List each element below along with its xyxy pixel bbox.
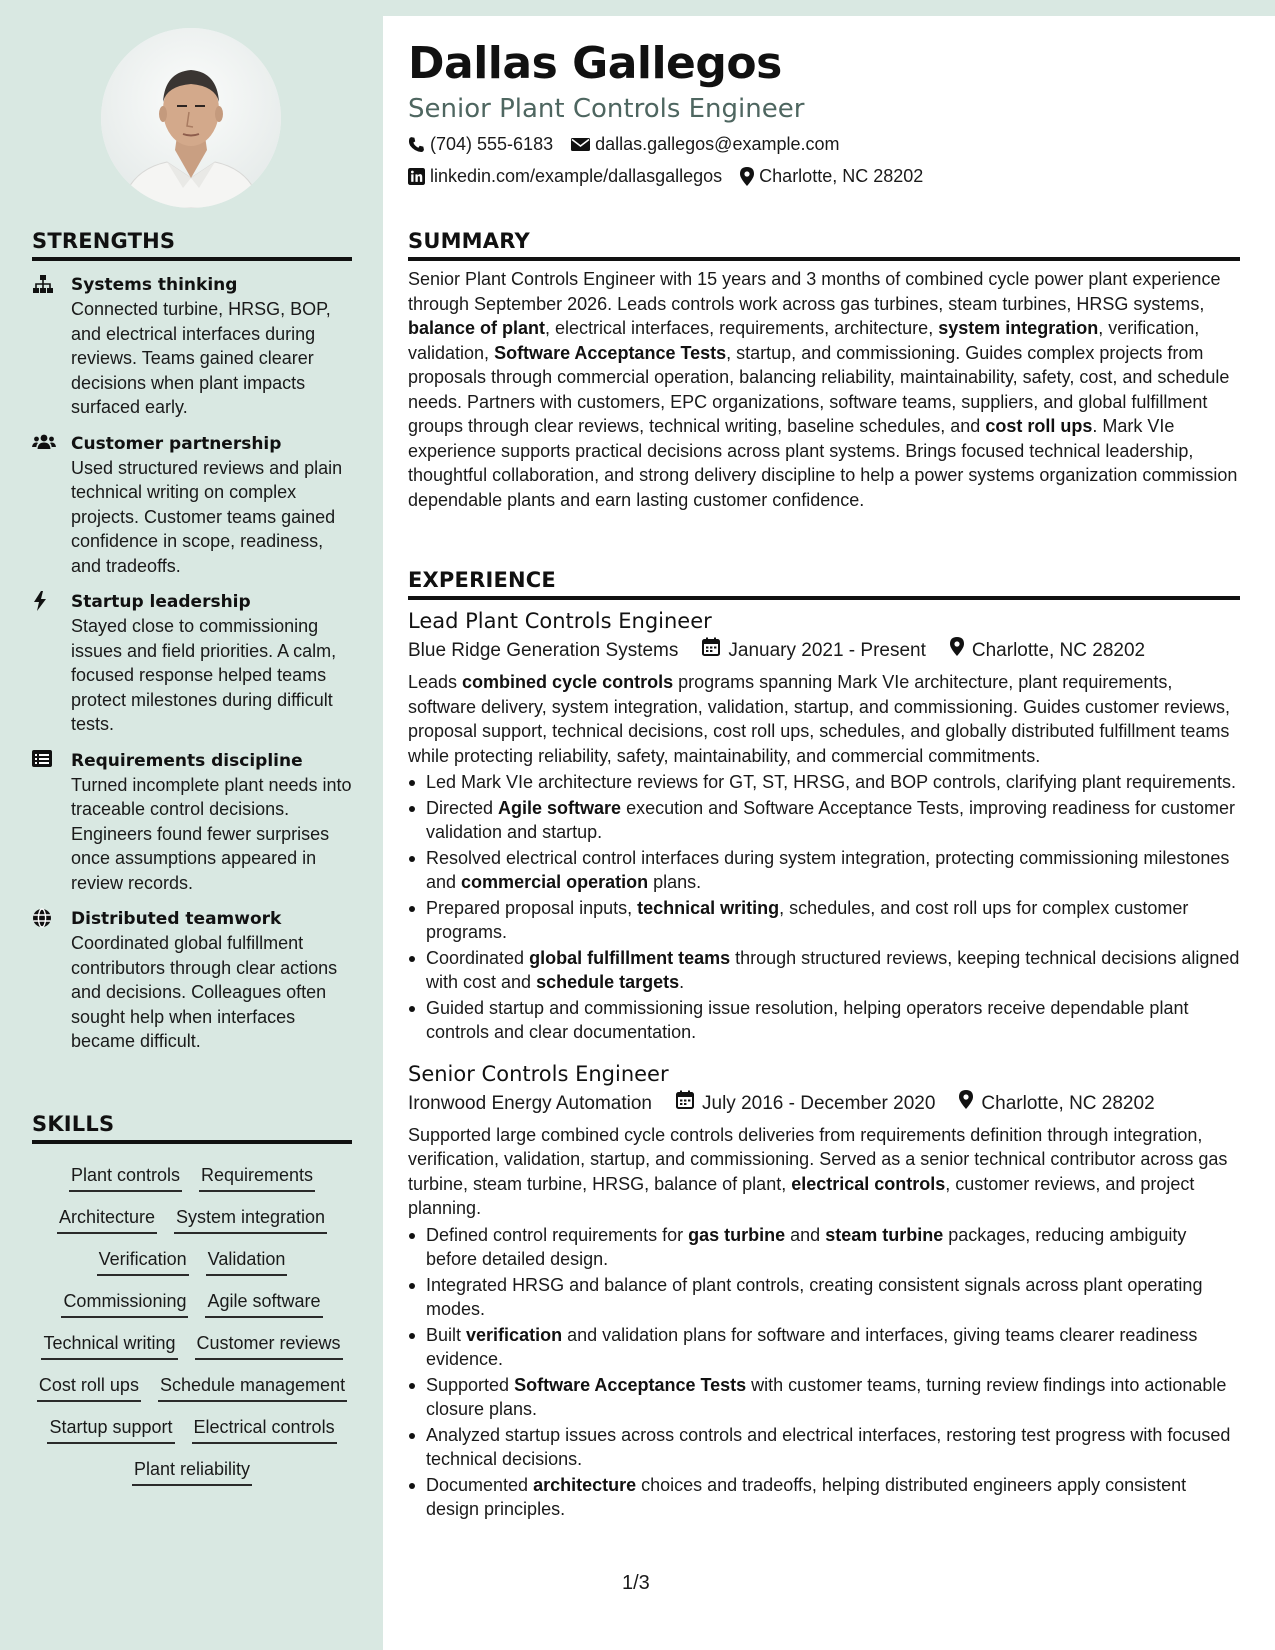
location-text: Charlotte, NC 28202 bbox=[759, 166, 924, 186]
text-run: programs spanning Mark VIe architecture, plant requirements, software delivery, system integration, validation, startup, and commissioning. Guides customer reviews, proposal support, technical decisions, cost roll ups, schedules, and globally distributed fulfillment teams while protecting reliability, safety, maintainability, and commercial commitments. bbox=[408, 672, 1231, 766]
skill-tag: Customer reviews bbox=[195, 1330, 343, 1360]
candidate-name: Dallas Gallegos bbox=[408, 38, 782, 89]
job-location bbox=[950, 636, 1145, 666]
bold-text: Agile software bbox=[498, 797, 622, 818]
skill-tag: Startup support bbox=[47, 1414, 174, 1444]
summary-text bbox=[408, 267, 1240, 512]
bolt-icon bbox=[32, 591, 56, 611]
text-run: and bbox=[785, 1224, 826, 1245]
text-run: choices and tradeoffs, helping distributed engineers apply consistent design principles. bbox=[426, 1474, 1187, 1519]
bold-text: architecture bbox=[533, 1474, 637, 1495]
skill-tag: System integration bbox=[174, 1204, 327, 1234]
text-run: Led Mark VIe architecture reviews for GT, ST, HRSG, and BOP controls, clarifying plant requirements. bbox=[426, 772, 1236, 792]
strength-title: Systems thinking bbox=[71, 275, 238, 295]
strength-description: Used structured reviews and plain technical writing on complex projects. Customer teams gained confidence in scope, readiness, and tradeoffs. bbox=[71, 457, 343, 576]
skill-tag: Plant reliability bbox=[132, 1456, 252, 1486]
text-run: , startup, and commissioning. Guides complex projects from proposals through commercial operation, balancing reliability, maintainability, safety, cost, and schedule needs. Partners with customers, EPC organizations, software teams, suppliers, and global fulfillment groups through clear reviews, technical writing, baseline schedules, and bbox=[408, 342, 1230, 436]
bullet-item bbox=[408, 1423, 1240, 1472]
skill-tag: Cost roll ups bbox=[37, 1372, 141, 1402]
map-pin-icon bbox=[959, 1089, 973, 1119]
bold-text: Software Acceptance Tests bbox=[514, 1374, 747, 1395]
location-item bbox=[740, 166, 923, 187]
skill-tag: Commissioning bbox=[61, 1288, 188, 1318]
job-location bbox=[959, 1089, 1154, 1119]
skill-tag: Technical writing bbox=[41, 1330, 177, 1360]
bullet-item bbox=[408, 1223, 1240, 1272]
strength-description: Stayed close to commissioning issues and field priorities. A calm, focused response helped teams protect milestones during difficult tests. bbox=[71, 616, 337, 734]
skill-tag: Requirements bbox=[199, 1162, 315, 1192]
experience-heading: EXPERIENCE bbox=[408, 568, 1240, 600]
text-run: plans. bbox=[648, 872, 702, 892]
text-run: Supported bbox=[426, 1374, 515, 1395]
strength-description: Connected turbine, HRSG, BOP, and electrical interfaces during reviews. Teams gained clearer decisions when plant impacts surfaced early. bbox=[71, 299, 331, 417]
skill-tag: Agile software bbox=[205, 1288, 322, 1318]
email-text[interactable]: dallas.gallegos@example.com bbox=[595, 134, 840, 154]
text-run: Coordinated bbox=[426, 947, 530, 968]
users-icon bbox=[32, 433, 56, 453]
bold-text: schedule targets bbox=[536, 972, 680, 992]
text-run: , customer reviews, and project planning. bbox=[408, 1173, 1195, 1218]
skill-tag: Verification bbox=[97, 1246, 189, 1276]
job-company: Blue Ridge Generation Systems bbox=[408, 640, 679, 661]
phone-item bbox=[408, 134, 553, 155]
bullet-item bbox=[408, 946, 1240, 995]
sitemap-icon bbox=[32, 274, 56, 294]
strength-description: Turned incomplete plant needs into traceable control decisions. Engineers found fewer surprises once assumptions appeared in review records. bbox=[71, 774, 352, 893]
text-run: execution and Software Acceptance Tests, improving readiness for customer validation and startup. bbox=[426, 797, 1236, 842]
job-summary bbox=[408, 670, 1240, 768]
text-run: Supported large combined cycle controls deliveries from requirements definition through integration, verification, validation, startup, and commissioning. Served as a senior technical contributor across gas turbine, steam turbine, HRSG, balance of plant, bbox=[408, 1124, 1228, 1194]
text-run: through structured reviews, keeping technical decisions aligned with cost and bbox=[426, 947, 1240, 992]
bold-text: gas turbine bbox=[688, 1224, 786, 1245]
bold-text: verification bbox=[466, 1324, 563, 1345]
summary-heading: SUMMARY bbox=[408, 229, 1240, 261]
bold-text: system integration bbox=[938, 318, 1099, 338]
text-run: Leads bbox=[408, 672, 463, 692]
text-run: . bbox=[679, 972, 685, 992]
bullet-item bbox=[408, 1473, 1240, 1522]
bullet-item bbox=[408, 1373, 1240, 1422]
jobs-list bbox=[408, 606, 1240, 1522]
text-run: . Mark VIe experience supports practical decisions across plant systems. Brings focused technical leadership, thoughtful collaboration, and strong delivery discipline to help a power systems organization commission dependable plants and earn lasting customer confidence. bbox=[408, 416, 1238, 510]
job-location-text: Charlotte, NC 28202 bbox=[971, 640, 1146, 661]
strengths-heading: STRENGTHS bbox=[32, 229, 352, 261]
text-run: Analyzed startup issues across controls and electrical interfaces, restoring test progress with focused technical decisions. bbox=[426, 1424, 1231, 1469]
strength-title: Customer partnership bbox=[71, 433, 282, 454]
skill-tag: Electrical controls bbox=[192, 1414, 337, 1444]
job-bullets bbox=[408, 1223, 1240, 1522]
job-entry bbox=[408, 1059, 1240, 1522]
text-run: packages, reducing ambiguity before detailed design. bbox=[426, 1224, 1187, 1269]
map-pin-icon bbox=[740, 167, 754, 186]
globe-icon bbox=[32, 908, 56, 928]
job-summary bbox=[408, 1123, 1240, 1221]
linkedin-item bbox=[408, 166, 722, 187]
job-title: Lead Plant Controls Engineer bbox=[408, 609, 712, 633]
bold-text: combined cycle controls bbox=[462, 672, 674, 692]
text-run: , electrical interfaces, requirements, architecture, bbox=[545, 318, 939, 338]
strength-title: Distributed teamwork bbox=[71, 909, 282, 929]
strength-item bbox=[32, 590, 352, 737]
strength-item bbox=[32, 432, 352, 579]
bullet-item bbox=[408, 770, 1240, 795]
experience-section bbox=[408, 568, 1240, 1522]
phone-icon bbox=[408, 136, 425, 153]
strength-title: Requirements discipline bbox=[71, 750, 303, 771]
bullet-item bbox=[408, 996, 1240, 1045]
text-run: Built bbox=[426, 1324, 467, 1345]
contact-row-1 bbox=[408, 134, 840, 155]
text-run: , schedules, and cost roll ups for complex customer programs. bbox=[426, 897, 1189, 942]
bold-text: electrical controls bbox=[791, 1173, 946, 1194]
skill-tag: Schedule management bbox=[158, 1372, 347, 1402]
skills-section bbox=[32, 1112, 352, 1486]
strength-item bbox=[32, 273, 352, 420]
job-entry bbox=[408, 606, 1240, 1045]
bullet-item bbox=[408, 896, 1240, 945]
text-run: Integrated HRSG and balance of plant controls, creating consistent signals across plant operating modes. bbox=[426, 1274, 1203, 1319]
text-run: with customer teams, turning review findings into actionable closure plans. bbox=[426, 1374, 1227, 1419]
job-meta bbox=[408, 636, 1240, 666]
text-run: Prepared proposal inputs, bbox=[426, 897, 638, 918]
job-location-text: Charlotte, NC 28202 bbox=[981, 1092, 1155, 1114]
job-dates-text: January 2021 - Present bbox=[728, 640, 926, 661]
strength-title: Startup leadership bbox=[71, 592, 251, 612]
profile-photo bbox=[101, 28, 281, 208]
main-content bbox=[408, 0, 1240, 1650]
linkedin-icon bbox=[408, 168, 425, 185]
job-dates bbox=[676, 1089, 935, 1119]
text-run: Directed bbox=[426, 797, 499, 818]
job-dates-text: July 2016 - December 2020 bbox=[702, 1092, 936, 1114]
bullet-item bbox=[408, 1323, 1240, 1372]
text-run: Senior Plant Controls Engineer with 15 years and 3 months of combined cycle power plant experience through September 2026. Leads controls work across gas turbines, steam turbines, HRSG systems, bbox=[408, 269, 1221, 314]
skill-tag: Validation bbox=[206, 1246, 288, 1276]
bold-text: balance of plant bbox=[408, 318, 546, 338]
strengths-list bbox=[32, 273, 352, 1054]
job-title: Senior Controls Engineer bbox=[408, 1061, 669, 1086]
skill-tag: Architecture bbox=[57, 1204, 157, 1234]
bullet-item bbox=[408, 846, 1240, 895]
bold-text: cost roll ups bbox=[985, 416, 1093, 436]
bullet-item bbox=[408, 796, 1240, 845]
skill-tag: Plant controls bbox=[69, 1162, 182, 1192]
bold-text: Software Acceptance Tests bbox=[494, 342, 727, 363]
list-icon bbox=[32, 750, 56, 770]
linkedin-text[interactable]: linkedin.com/example/dallasgallegos bbox=[430, 166, 723, 186]
text-run: and validation plans for software and interfaces, giving teams clearer readiness evidence. bbox=[426, 1324, 1198, 1369]
bold-text: global fulfillment teams bbox=[529, 947, 731, 968]
job-company: Ironwood Energy Automation bbox=[408, 1092, 652, 1114]
skills-heading: SKILLS bbox=[32, 1112, 352, 1144]
contact-row-2 bbox=[408, 166, 923, 187]
bold-text: steam turbine bbox=[825, 1224, 944, 1245]
candidate-title: Senior Plant Controls Engineer bbox=[408, 94, 805, 124]
bold-text: technical writing bbox=[637, 897, 780, 918]
summary-section bbox=[408, 229, 1240, 512]
text-run: Documented bbox=[426, 1474, 534, 1495]
strength-item bbox=[32, 907, 352, 1054]
job-bullets bbox=[408, 770, 1240, 1045]
strengths-section bbox=[32, 229, 352, 1054]
phone-text[interactable]: (704) 555-6183 bbox=[430, 134, 554, 154]
strength-description: Coordinated global fulfillment contributors through clear actions and decisions. Colleagues often sought help when interfaces became difficult. bbox=[71, 933, 338, 1051]
envelope-icon bbox=[571, 137, 590, 152]
bold-text: commercial operation bbox=[461, 872, 649, 892]
map-pin-icon bbox=[950, 636, 964, 666]
email-item bbox=[571, 134, 839, 155]
bullet-item bbox=[408, 1273, 1240, 1322]
job-dates bbox=[702, 636, 926, 666]
job-meta bbox=[408, 1089, 1240, 1119]
strength-item bbox=[32, 749, 352, 896]
text-run: Resolved electrical control interfaces during system integration, protecting commissioning milestones and bbox=[426, 847, 1230, 892]
text-run: Defined control requirements for bbox=[426, 1224, 689, 1245]
page-number: 1/3 bbox=[622, 1572, 650, 1594]
calendar-icon bbox=[676, 1089, 694, 1119]
text-run: , verification, validation, bbox=[408, 318, 1200, 363]
skills-list bbox=[32, 1162, 352, 1486]
text-run: Guided startup and commissioning issue resolution, helping operators receive dependable plant controls and clear documentation. bbox=[426, 997, 1189, 1042]
calendar-icon bbox=[702, 636, 720, 666]
